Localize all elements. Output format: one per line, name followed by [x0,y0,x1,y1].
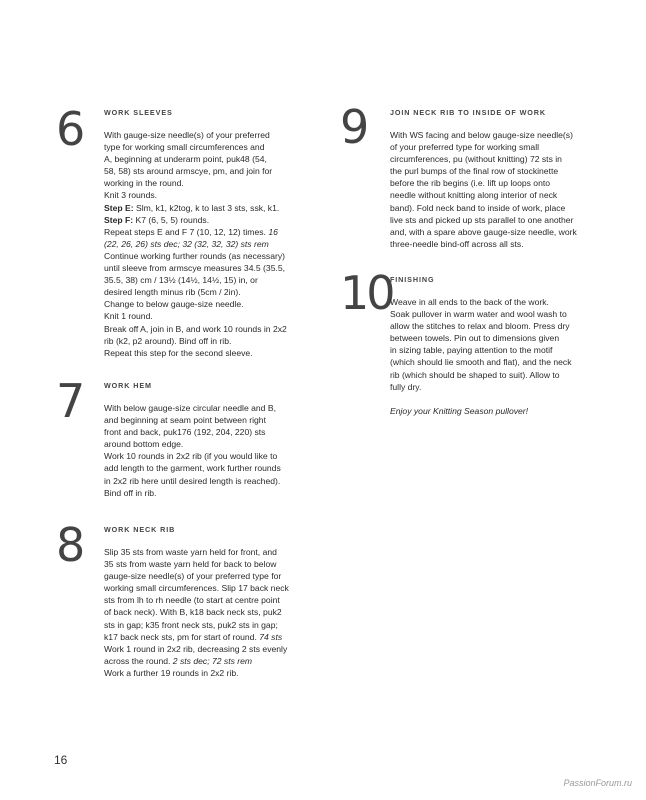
step-heading-work-sleeves: WORK SLEEVES [104,108,173,117]
text-line: band). Fold neck band to inside of work, place [390,202,566,213]
text-line: of your preferred type for working small [390,142,540,153]
text-line: With below gauge-size circular needle and B, [104,403,276,413]
text-line: With gauge-size needle(s) of your preferred [104,130,270,140]
text-line: and, with a spare above gauge-size needle, work [390,226,577,237]
step-body-finishing [390,296,572,417]
step-heading-join-neck-rib: JOIN NECK RIB TO INSIDE OF WORK [390,108,546,117]
repeat-text: Repeat steps E and F 7 (10, 12, 12) times. [104,226,269,237]
text-line: live sts and picked up sts parallel to one another [390,214,574,225]
text-line: of back neck). With B, k18 back neck sts, puk2 [104,607,282,618]
text-line: Knit 3 rounds. [104,190,158,201]
text-line: Work 1 round in 2x2 rib, decreasing 2 sts evenly [104,643,288,654]
text-line: A, beginning at underarm point, puk48 (54, [104,154,267,165]
text-line: rib (which should be shaped to suit). Allow to [390,369,560,380]
text-line: (which should lie smooth and flat), and the neck [390,357,572,368]
text-line: 35 sts from waste yarn held for back to below [104,559,277,570]
text-line: Bind off in rib. [104,487,157,498]
text-line: gauge-size needle(s) of your preferred type for [104,571,282,582]
step-body-work-neck-rib [104,546,289,679]
text-line: rib (k2, p2 around). Bind off in rib. [104,335,232,346]
step-body-work-sleeves [104,129,287,359]
text-line: Repeat this step for the second sleeve. [104,347,253,358]
step-body-join-neck-rib [390,129,577,250]
spacer [390,393,572,405]
text-line: needle without knitting along interior of neck [390,190,558,201]
step-f-label: Step F: [104,214,134,225]
watermark: PassionForum.ru [563,778,632,788]
text-line: Work a further 19 rounds in 2x2 rib. [104,667,239,678]
text-line: 58, 58) sts around armscye, pm, and join for [104,166,273,177]
text-line: Soak pullover in warm water and wool wash to [390,309,567,320]
text-line: between towels. Pin out to dimensions given [390,333,560,344]
text-line: and beginning at seam point between right [104,415,266,426]
text-line: working small circumferences. Slip 17 back neck [104,583,289,594]
step-heading-work-neck-rib: WORK NECK RIB [104,525,176,534]
text-line: 35.5, 38) cm / 13½ (14½, 14½, 15) in, or [104,275,258,286]
step-f-text: K7 (6, 5, 5) rounds. [133,214,210,225]
text-line: front and back, puk176 (192, 204, 220) sts [104,427,266,438]
text-line: Work 10 rounds in 2x2 rib (if you would like to [104,451,278,462]
text-line: fully dry. [390,381,422,392]
closing-line: Enjoy your Knitting Season pullover! [390,405,529,416]
text-line: circumferences, pu (without knitting) 72 sts in [390,154,562,165]
repeat-italic: 16 [268,226,278,237]
text-line: Break off A, join in B, and work 10 rounds in 2x2 [104,323,287,334]
step-number-7: 7 [56,374,86,428]
text-line: Continue working further rounds (as necessary) [104,250,286,261]
step-number-8: 8 [56,518,86,572]
text-line: before the rib begins (i.e. lift up loops onto [390,178,551,189]
text-line: With WS facing and below gauge-size needle(s) [390,130,573,140]
step-e-label: Step E: [104,202,134,213]
line-italic: 2 sts dec; 72 sts rem [172,655,253,666]
line-text: k17 back neck sts, pm for start of round. [104,631,260,642]
text-line: Knit 1 round. [104,311,153,322]
text-line [104,202,287,214]
text-line: three-needle bind-off across all sts. [390,238,524,249]
step-number-6: 6 [56,102,86,156]
text-line: working in the round. [104,178,184,189]
text-line: add length to the garment, work further rounds [104,463,281,474]
text-line: sts from lh to rh needle (to start at centre point [104,595,280,606]
text-line: in 2x2 rib here until desired length is reached). [104,475,281,486]
page-number: 16 [54,753,68,767]
text-line: around bottom edge. [104,439,184,450]
text-line: Weave in all ends to the back of the work. [390,297,549,307]
text-line: Slip 35 sts from waste yarn held for front, and [104,547,277,557]
line-text: across the round. [104,655,173,666]
step-heading-finishing: FINISHING [390,275,435,284]
step-e-text: Slm, k1, k2tog, k to last 3 sts, ssk, k1. [133,202,280,213]
line-italic: 74 sts [259,631,283,642]
step-number-9: 9 [340,100,370,154]
text-line: Change to below gauge-size needle. [104,299,244,310]
text-line: sts in gap; k35 front neck sts, puk2 sts in gap; [104,619,278,630]
text-line [104,655,289,667]
text-line: (22, 26, 26) sts dec; 32 (32, 32, 32) sts rem [104,238,269,249]
text-line: allow the stitches to relax and bloom. Press dry [390,321,570,332]
text-line: in sizing table, paying attention to the motif [390,345,553,356]
text-line: desired length minus rib (5cm / 2in). [104,287,241,298]
text-line: until sleeve from armscye measures 34.5 (35.5, [104,263,286,274]
step-heading-work-hem: WORK HEM [104,381,152,390]
step-body-work-hem [104,402,281,499]
text-line [104,214,287,226]
text-line [104,226,287,238]
step-number-10: 10 [340,266,393,320]
text-line [104,631,289,643]
text-line: type for working small circumferences and [104,142,265,153]
text-line: the purl bumps of the final row of stockinette [390,166,559,177]
